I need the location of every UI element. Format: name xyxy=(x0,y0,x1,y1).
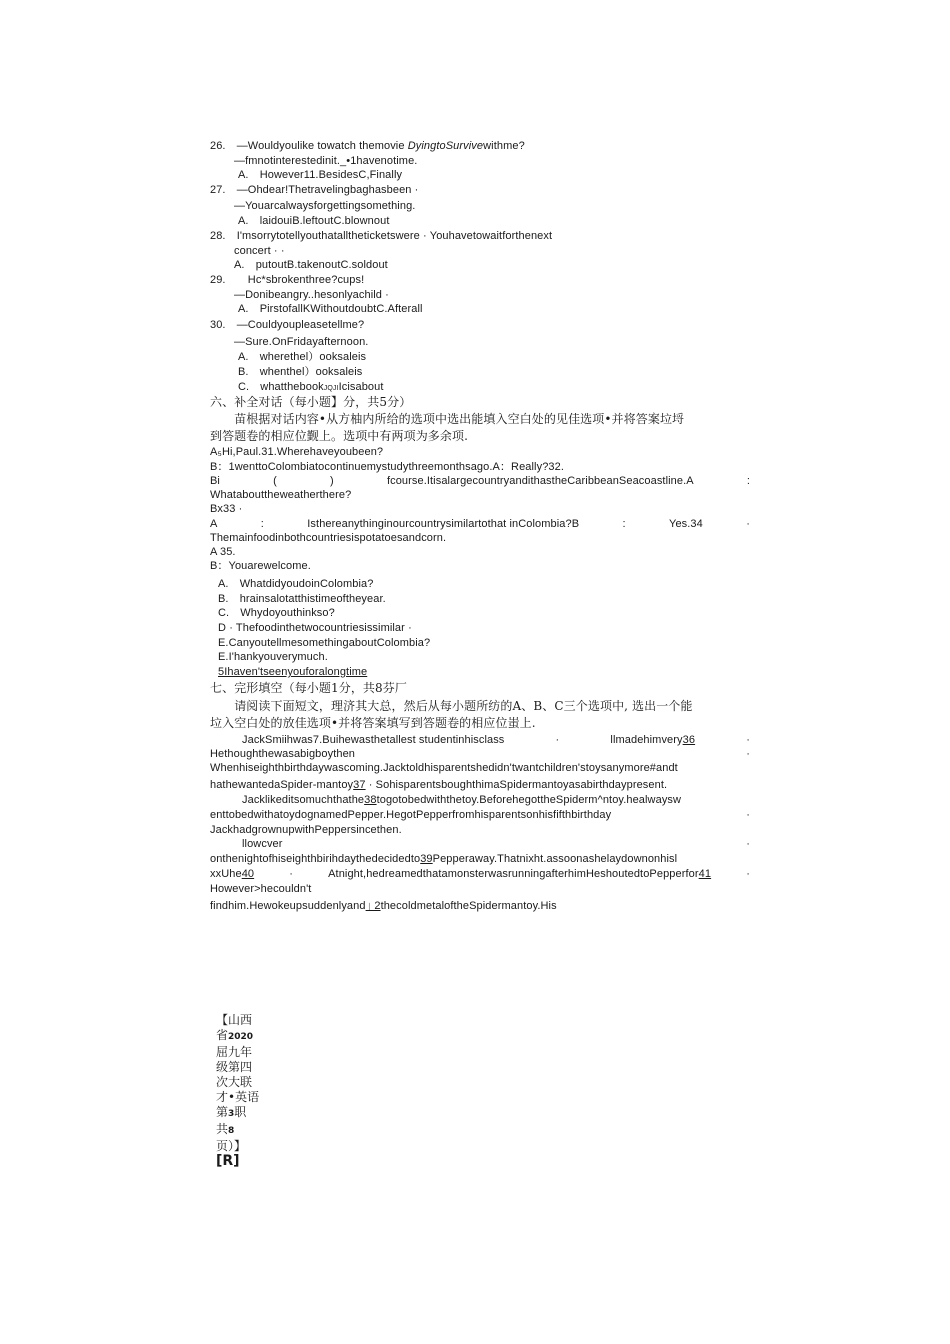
dialogue-speaker-a: A xyxy=(210,518,218,530)
passage-line-9 xyxy=(210,852,677,866)
passage-dot: · xyxy=(555,734,560,746)
q30-option-c-end: Icisabout xyxy=(338,381,384,393)
passage-line-1 xyxy=(242,733,750,747)
passage-line-9-text: onthenightofhiseighthbirihdaythedecidedto xyxy=(210,853,421,865)
passage-line-8-text: llowcver xyxy=(242,838,283,850)
q28-line2: concert · · xyxy=(234,245,285,257)
q30-option-c xyxy=(238,380,384,396)
q26-line1 xyxy=(210,139,525,153)
passage-dot-3: · xyxy=(746,748,750,760)
choice-f: E.I'hankyouverymuch. xyxy=(218,651,328,663)
q30-option-b: B. whenthel）ooksaleis xyxy=(238,366,363,378)
blank-41: 41 xyxy=(698,868,712,880)
passage-line-8 xyxy=(242,837,750,851)
blank-39: 39 xyxy=(420,853,433,865)
dialogue-line-3-text: fcourse.ItisalargecountryandithastheCaribbeanSeacoastline.A xyxy=(386,475,694,487)
dialogue-line-6-text: Isthereanythinginourcountrysimilartothat inColombia?B xyxy=(307,518,580,530)
passage-line-4 xyxy=(210,778,667,792)
q27-line2: —Youarcalwaysforgettingsomething. xyxy=(234,200,416,212)
passage-dot-4: · xyxy=(746,809,750,821)
passage-line-9-end: Pepperaway.Thatnixht.assoonashelaydownonhisl xyxy=(432,853,678,865)
section-7-heading: 七、完形填空（每小题1分，共8芬厂 xyxy=(210,681,407,695)
passage-dot-6: · xyxy=(289,868,293,880)
passage-line-1-part: llmadehimvery xyxy=(610,734,683,746)
q29-line1: 29. Hc*sbrokenthree?cups! xyxy=(210,274,365,286)
dialogue-colon-a: : xyxy=(260,518,264,530)
q26-text: 26. —Wouldyoulike towatch themovie xyxy=(210,140,408,152)
q30-option-a: A. wherethel）ooksaleis xyxy=(238,351,367,363)
dialogue-line-2: B：1wenttoColombiatocontinuemystudythreemonthsago.A：Really?32. xyxy=(210,461,565,473)
footer-mark: [R] xyxy=(216,1153,240,1169)
section-6-instructions-1: 苗根据对话内容•从方柚内所给的选项中选出能填入空白处的见佳选项•并将答案垃埒 xyxy=(210,412,685,426)
blank-40: 40 xyxy=(241,868,255,880)
passage-dot-2: · xyxy=(746,734,750,746)
dialogue-paren-close: ) xyxy=(330,475,334,487)
dialogue-line-5: Bx33 · xyxy=(210,503,243,515)
section-6-instructions-2: 到答题卷的相应位觐上。选项中有两项为多余项. xyxy=(210,429,469,443)
dialogue-line-9: B：Youarewelcome. xyxy=(210,560,311,572)
passage-line-3: Whenhiseighthbirthdaywascoming.Jacktoldhisparentshedidn'twantchildren'stoysanymore#andt xyxy=(210,762,678,774)
passage-dot-7: · xyxy=(746,868,750,880)
footer-line-7-c: 职 xyxy=(234,1105,247,1119)
passage-line-10-mid xyxy=(328,867,711,881)
footer-page-number: 3 xyxy=(228,1109,235,1119)
footer-line-8-a: 共 xyxy=(216,1122,229,1136)
choice-c: C. Whydoyouthinkso? xyxy=(218,607,335,619)
q29-options: A. PirstofallKWithoutdoubtC.Afterall xyxy=(238,303,423,315)
blank-42: ｣ 2 xyxy=(365,900,381,912)
q30-line2: —Sure.OnFridayafternoon. xyxy=(234,336,369,348)
dialogue-colon: : xyxy=(746,475,750,487)
q30-option-c-text: C. whatthebook xyxy=(238,381,324,393)
choice-d: D · Thefoodinthetwocountriesissimilar · xyxy=(218,622,412,634)
movie-title: DyingtoSurvive xyxy=(407,140,484,152)
dialogue-line-8: A 35. xyxy=(210,546,236,558)
dialogue-speaker-b: Bi xyxy=(210,475,220,487)
section-7-instructions-2: 垃入空白处的放佳选项•并将答案填写到答题卷的相应位蚩上. xyxy=(210,716,536,730)
passage-line-10-part: Atnight,hedreamedthatamonsterwasrunningafterhimHeshoutedtoPepperfor xyxy=(328,868,699,880)
q28-line1: 28. I'msorrytotellyouthatalltheticketswere · Youhavetowaitforthenext xyxy=(210,230,553,242)
footer-line-3: 屈九年 xyxy=(216,1045,253,1059)
passage-line-5-text: Jacklikeditsomuchthathe xyxy=(242,794,365,806)
passage-line-12-text: findhim.Hewokeupsuddenlyand xyxy=(210,900,366,912)
q26-text-end: withme? xyxy=(483,140,525,152)
dialogue-line-3 xyxy=(210,474,750,488)
passage-dot-5: · xyxy=(746,838,750,850)
passage-line-7: JackhadgrownupwithPeppersincethen. xyxy=(210,824,402,836)
section-7-instructions-1: 请阅读下面短文，理济其大总，然后从每小题所纺的A、B、C三个选项中, 选出一个能 xyxy=(210,699,693,713)
passage-line-1-text: JackSmiihwas7.Buihewasthetallest studentinhisclass xyxy=(242,734,505,746)
passage-line-4-text: hathewantedaSpider-mantoy xyxy=(210,779,354,791)
page-footer xyxy=(216,1013,272,1169)
choice-a: A. WhatdidyoudoinColombia? xyxy=(218,578,374,590)
choice-e: E.CanyoutellmesomethingaboutColombia? xyxy=(218,637,431,649)
dialogue-colon-b: : xyxy=(622,518,626,530)
dialogue-answer-34: Yes.34 xyxy=(669,518,703,530)
passage-line-12 xyxy=(210,899,557,913)
passage-line-2 xyxy=(210,747,750,761)
passage-line-4-end: · SohisparentsboughthimaSpidermantoyasabirthdaypresent. xyxy=(365,779,668,791)
passage-line-2-text: Hethoughthewasabigboythen xyxy=(210,748,356,760)
passage-line-10-text: xxUhe xyxy=(210,868,242,880)
footer-line-8 xyxy=(216,1122,272,1139)
dialogue-line-7: Themainfoodinbothcountriesispotatoesandcorn. xyxy=(210,532,447,544)
dialogue-line-4: Whatabouttheweatherthere? xyxy=(210,489,352,501)
q27-line1: 27. —Ohdear!Thetravelingbaghasbeen · xyxy=(210,184,419,196)
passage-line-11: However>hecouldn't xyxy=(210,883,312,895)
passage-line-1-end xyxy=(610,733,695,747)
q29-line2: —Donibeangry..hesonlyachild · xyxy=(234,289,389,301)
dialogue-dot: · xyxy=(746,518,750,530)
footer-year: 2020 xyxy=(228,1032,254,1042)
section-6-heading: 六、补全对话（每小题】分，共5分） xyxy=(210,395,412,409)
passage-line-6 xyxy=(210,808,750,822)
q26-line2: —fmnotinterestedinit._•1havenotime. xyxy=(234,155,418,167)
footer-line-5: 次大联 xyxy=(216,1075,253,1089)
passage-line-5 xyxy=(242,793,681,807)
choice-g: 5Ihaven'tseenyouforalongtime xyxy=(218,666,368,678)
passage-line-5-end: togotobedwiththetoy.BeforehegottheSpiderm^ntoy.healwaysw xyxy=(376,794,682,806)
footer-line-7-a: 第 xyxy=(216,1105,229,1119)
footer-line-6: 才•英语 xyxy=(216,1090,260,1104)
footer-page-total: 8 xyxy=(228,1126,235,1136)
q26-options: A. However11.BesidesC,Finally xyxy=(238,169,403,181)
footer-line-9: 页）】 xyxy=(216,1139,247,1153)
passage-line-6-text: enttobedwithatoydognamedPepper.HegotPepperfromhisparentsonhisfifthbirthday xyxy=(210,809,612,821)
blank-37: 37 xyxy=(353,779,366,791)
blank-38: 38 xyxy=(364,794,377,806)
blank-36: 36 xyxy=(682,734,696,746)
dialogue-line-1: A₅Hi,Paul.31.Wherehaveyoubeen? xyxy=(210,446,384,458)
choice-b: B. hrainsalotatthistimeoftheyear. xyxy=(218,593,386,605)
footer-line-2 xyxy=(216,1028,272,1045)
footer-line-1: 【山西 xyxy=(216,1013,253,1027)
q27-options: A. laidouiB.leftoutC.blownout xyxy=(238,215,390,227)
dialogue-line-6 xyxy=(210,517,750,531)
passage-line-10 xyxy=(210,867,750,881)
footer-line-7 xyxy=(216,1105,272,1122)
q30-line1: 30. —Couldyoupleasetellme? xyxy=(210,319,365,331)
q30-option-c-small: JQJI xyxy=(323,385,339,392)
footer-line-2-a: 省 xyxy=(216,1028,229,1042)
footer-line-4: 级第四 xyxy=(216,1060,253,1074)
passage-line-12-end: thecoldmetaloftheSpidermantoy.His xyxy=(380,900,557,912)
dialogue-paren-open: ( xyxy=(273,475,277,487)
q28-options: A. putoutB.takenoutC.soldout xyxy=(234,259,388,271)
passage-line-10-start xyxy=(210,867,254,881)
